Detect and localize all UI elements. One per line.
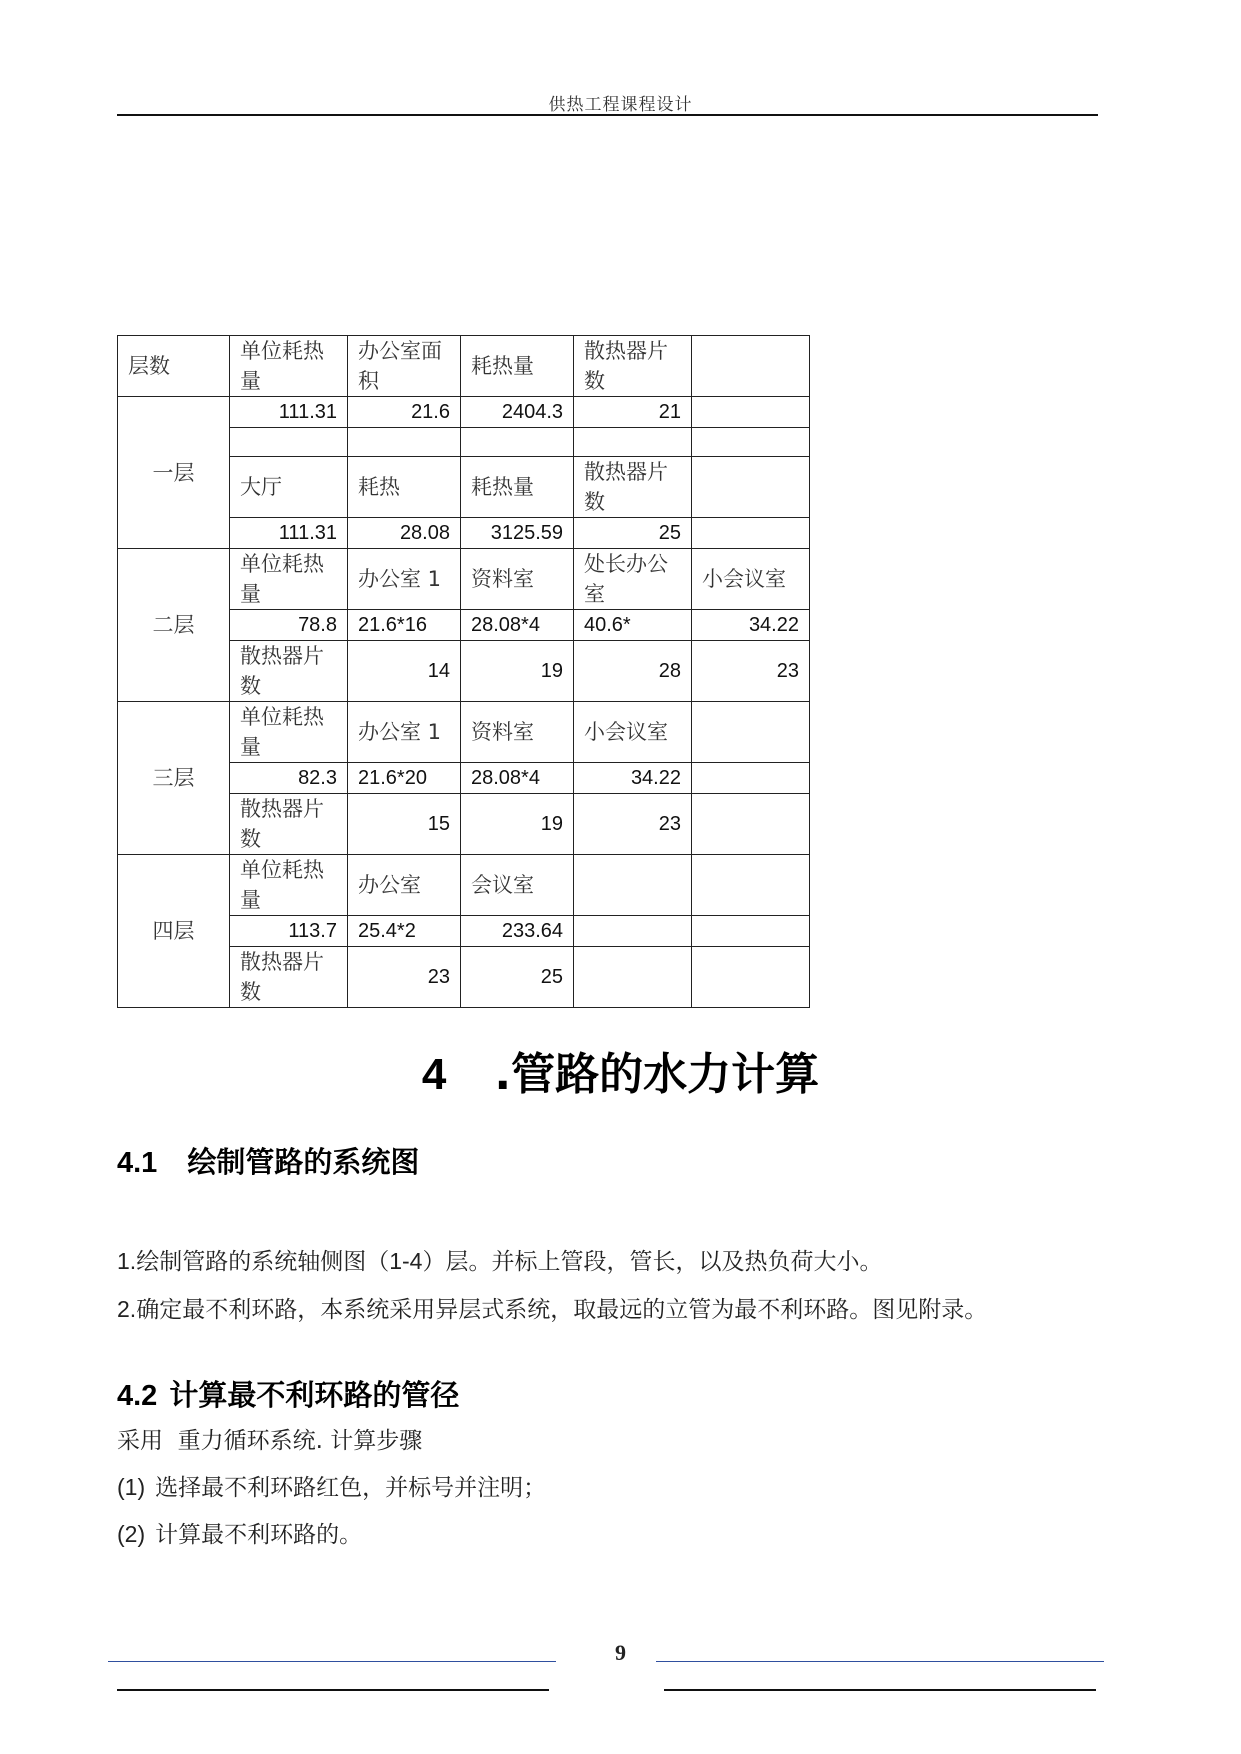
table-cell: 办公室 <box>348 855 461 916</box>
paragraph-text: 绘制管路的系统轴侧图（ <box>136 1249 390 1275</box>
list-text: 选择最不利环路红色，并标号并注明； <box>155 1475 547 1501</box>
table-cell: 单位耗热量 <box>230 549 348 610</box>
table-cell: 23 <box>574 794 692 855</box>
table-cell <box>461 428 574 457</box>
table-header-cell <box>692 336 810 397</box>
footer-rule-left <box>117 1689 549 1691</box>
table-cell: 113.7 <box>230 916 348 947</box>
floor-label: 四层 <box>118 855 230 1008</box>
floor-label: 三层 <box>118 702 230 855</box>
table-cell <box>574 428 692 457</box>
table-cell: 28.08*4 <box>461 610 574 641</box>
table-cell: 耗热 <box>348 457 461 518</box>
table-cell <box>574 855 692 916</box>
list-marker: (2) <box>117 1521 146 1547</box>
paragraph-text: 确定最不利环路，本系统采用异层式系统，取最远的立管为最不利环路。图见附录。 <box>136 1297 988 1323</box>
table-cell: 21.6 <box>348 397 461 428</box>
page-number: 9 <box>615 1640 626 1665</box>
table-cell: 34.22 <box>574 763 692 794</box>
page-header-title: 供热工程课程设计 <box>548 95 693 115</box>
table-cell: 散热器片数 <box>230 947 348 1008</box>
table-cell: 散热器片数 <box>230 641 348 702</box>
paragraph-range: 1-4 <box>389 1248 423 1274</box>
table-cell: 25 <box>461 947 574 1008</box>
section-title: 计算最不利环路的管径 <box>169 1378 460 1412</box>
table-cell: 资料室 <box>461 549 574 610</box>
table-cell: 23 <box>692 641 810 702</box>
table-cell: 办公室 1 <box>348 702 461 763</box>
table-cell <box>692 794 810 855</box>
table-cell: 19 <box>461 641 574 702</box>
table-cell: 小会议室 <box>692 549 810 610</box>
table-cell: 233.64 <box>461 916 574 947</box>
chapter-heading <box>0 1038 1241 1102</box>
list-marker: (1) <box>117 1474 146 1500</box>
table-cell: 大厅 <box>230 457 348 518</box>
table-cell <box>692 947 810 1008</box>
table-cell: 散热器片数 <box>574 457 692 518</box>
header-rule <box>117 114 1098 116</box>
list-item-1 <box>117 1469 546 1502</box>
table-cell <box>574 916 692 947</box>
section-heading-4-2 <box>117 1373 459 1414</box>
table-cell: 19 <box>461 794 574 855</box>
paragraph-3: 采用 重力循环系统. 计算步骤 <box>117 1428 423 1454</box>
table-cell: 28 <box>574 641 692 702</box>
table-cell: 14 <box>348 641 461 702</box>
table-row <box>118 397 810 428</box>
table-cell: 会议室 <box>461 855 574 916</box>
table-header-row <box>118 336 810 397</box>
table-header-cell: 办公室面积 <box>348 336 461 397</box>
chapter-title: .管路的水力计算 <box>494 1049 820 1100</box>
list-text: 计算最不利环路的。 <box>155 1522 363 1548</box>
paragraph-text: ）层。并标上管段，管长，以及热负荷大小。 <box>422 1249 883 1275</box>
chapter-number: 4 <box>421 1050 447 1099</box>
table-cell <box>692 518 810 549</box>
table-header-cell: 耗热量 <box>461 336 574 397</box>
table-cell <box>692 457 810 518</box>
paragraph-prefix: 2. <box>117 1296 137 1322</box>
table-cell: 15 <box>348 794 461 855</box>
section-number: 4.2 <box>117 1380 158 1412</box>
table-cell: 28.08 <box>348 518 461 549</box>
floor-label: 一层 <box>118 397 230 549</box>
table-cell <box>692 763 810 794</box>
table-row <box>118 702 810 763</box>
table-cell: 小会议室 <box>574 702 692 763</box>
table-cell: 111.31 <box>230 518 348 549</box>
table-cell: 21 <box>574 397 692 428</box>
table-cell: 耗热量 <box>461 457 574 518</box>
table-header-cell: 层数 <box>118 336 230 397</box>
table-cell: 处长办公室 <box>574 549 692 610</box>
section-number: 4.1 <box>117 1147 158 1179</box>
table-cell: 21.6*20 <box>348 763 461 794</box>
list-item-2 <box>117 1516 362 1549</box>
table-cell <box>692 397 810 428</box>
table-cell: 3125.59 <box>461 518 574 549</box>
table-row <box>118 855 810 916</box>
table-cell: 资料室 <box>461 702 574 763</box>
table-cell: 2404.3 <box>461 397 574 428</box>
section-title: 绘制管路的系统图 <box>187 1145 420 1179</box>
table-cell: 23 <box>348 947 461 1008</box>
table-cell: 25 <box>574 518 692 549</box>
footer-rule-right <box>664 1689 1096 1691</box>
table-cell: 78.8 <box>230 610 348 641</box>
table-row <box>118 549 810 610</box>
table-cell <box>230 428 348 457</box>
table-cell: 111.31 <box>230 397 348 428</box>
floor-label: 二层 <box>118 549 230 702</box>
section-heading-4-1 <box>117 1140 419 1181</box>
table-cell: 82.3 <box>230 763 348 794</box>
table-cell <box>692 428 810 457</box>
table-cell: 28.08*4 <box>461 763 574 794</box>
paragraph-1 <box>117 1243 882 1276</box>
table-cell: 40.6* <box>574 610 692 641</box>
table-header-cell: 单位耗热量 <box>230 336 348 397</box>
table-cell: 25.4*2 <box>348 916 461 947</box>
table-cell: 散热器片数 <box>230 794 348 855</box>
table-cell <box>692 855 810 916</box>
heat-load-table <box>117 335 810 1008</box>
table-cell: 21.6*16 <box>348 610 461 641</box>
table-cell: 34.22 <box>692 610 810 641</box>
paragraph-2 <box>117 1291 987 1324</box>
table-cell <box>692 702 810 763</box>
table-header-cell: 散热器片数 <box>574 336 692 397</box>
table-cell <box>348 428 461 457</box>
table-cell <box>692 916 810 947</box>
paragraph-prefix: 1. <box>117 1248 137 1274</box>
table-cell <box>574 947 692 1008</box>
table-cell: 办公室 1 <box>348 549 461 610</box>
table-cell: 单位耗热量 <box>230 702 348 763</box>
table-cell: 单位耗热量 <box>230 855 348 916</box>
